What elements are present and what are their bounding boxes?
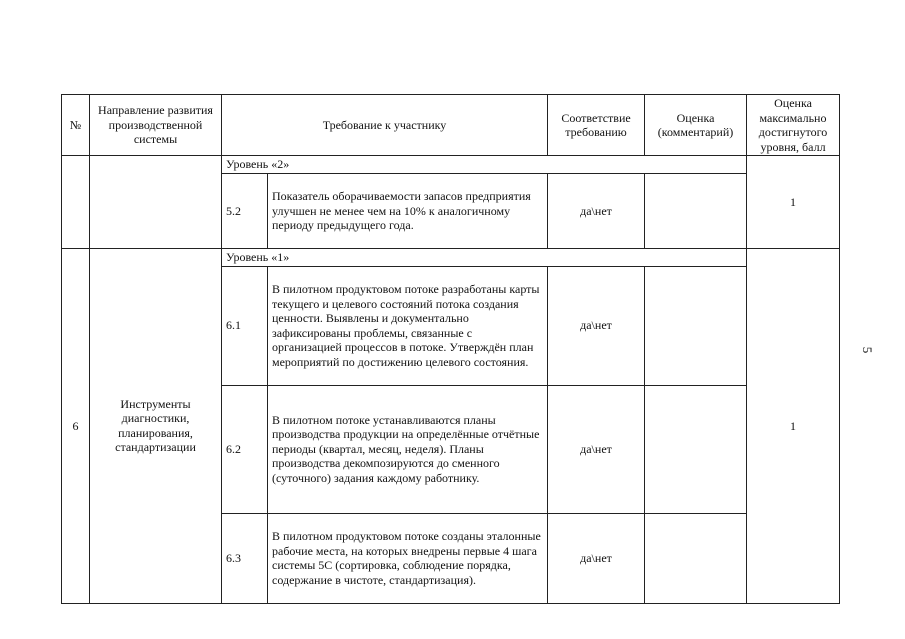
item-assessment — [645, 513, 747, 603]
item-compliance: да\нет — [548, 266, 645, 385]
section6-level-row — [62, 249, 840, 267]
item-requirement-text: В пилотном потоке устанавливаются планы производства продукции на определённые отчётные периоды (квартал, месяц, неделя). Планы производства декомпозируются до сменного (суточного) задания каждому работнику. — [268, 385, 548, 513]
item-compliance: да\нет — [548, 174, 645, 249]
header-compliance: Соответствие требованию — [548, 95, 645, 156]
item-requirement-text: Показатель оборачиваемости запасов предприятия улучшен не менее чем на 10% к аналогичному периоду предыдущего года. — [268, 174, 548, 249]
item-assessment — [645, 174, 747, 249]
requirements-table — [61, 94, 840, 604]
item-number: 6.2 — [222, 385, 268, 513]
header-direction: Направление развития производственной системы — [90, 95, 222, 156]
header-max-score: Оценка максимально достигнутого уровня, балл — [747, 95, 840, 156]
section6-score: 1 — [747, 249, 840, 604]
item-number: 6.3 — [222, 513, 268, 603]
item-number: 5.2 — [222, 174, 268, 249]
header-row — [62, 95, 840, 156]
item-requirement-text: В пилотном продуктовом потоке созданы эталонные рабочие места, на которых внедрены первые 4 шага системы 5С (сортировка, соблюдение порядка, содержание в чистоте, стандартизация). — [268, 513, 548, 603]
item-requirement-text: В пилотном продуктовом потоке разработаны карты текущего и целевого состояний потока создания ценности. Выявлены и документально зафиксированы проблемы, связанные с организацией процессов в потоке. Утверждён план мероприятий по достижению целевого состояния. — [268, 266, 548, 385]
header-requirement: Требование к участнику — [222, 95, 548, 156]
section5-level-label: Уровень «2» — [222, 156, 747, 174]
item-number: 6.1 — [222, 266, 268, 385]
section6-direction: Инструменты диагностики, планирования, стандартизации — [90, 249, 222, 604]
header-assessment: Оценка (комментарий) — [645, 95, 747, 156]
item-assessment — [645, 385, 747, 513]
section5-level-row — [62, 156, 840, 174]
item-compliance: да\нет — [548, 513, 645, 603]
header-no: № — [62, 95, 90, 156]
section5-no-cell — [62, 156, 90, 249]
item-assessment — [645, 266, 747, 385]
section5-direction-cell — [90, 156, 222, 249]
page-number: 5 — [860, 346, 875, 354]
section5-score: 1 — [747, 156, 840, 249]
section6-no: 6 — [62, 249, 90, 604]
item-compliance: да\нет — [548, 385, 645, 513]
section6-level-label: Уровень «1» — [222, 249, 747, 267]
